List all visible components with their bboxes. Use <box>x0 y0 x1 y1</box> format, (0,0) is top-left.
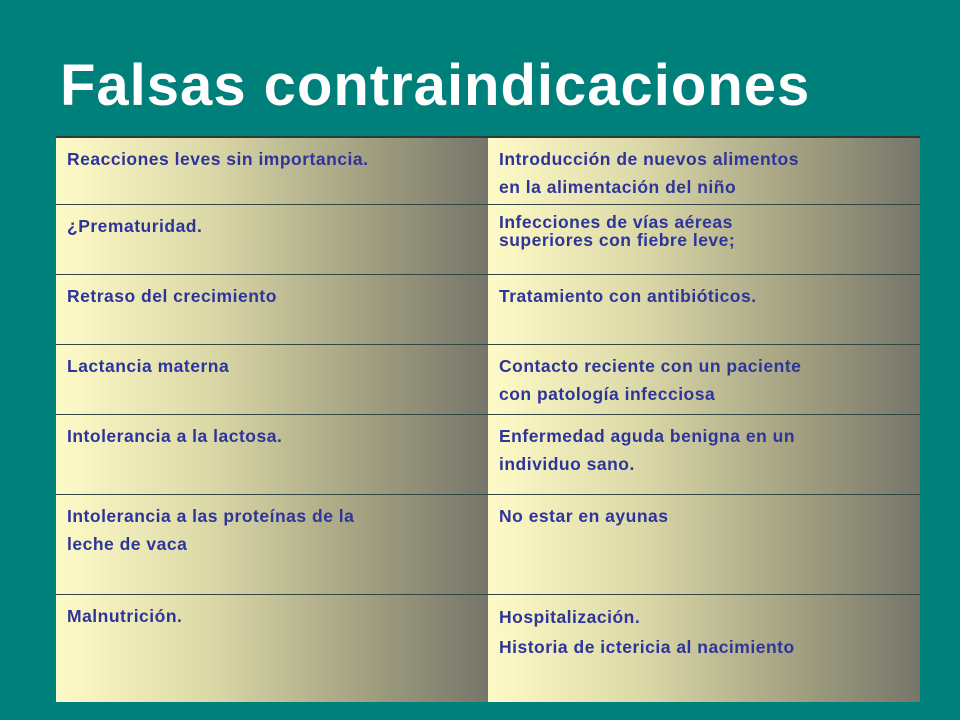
cell-text: Intolerancia a las proteínas de la <box>67 506 355 526</box>
cell-text: en la alimentación del niño <box>499 177 737 197</box>
cell-text: Historia de ictericia al nacimiento <box>499 637 795 657</box>
table-cell-right <box>488 595 920 702</box>
cell-text: Malnutrición. <box>67 606 183 626</box>
cell-text: Infecciones de vías aéreas <box>499 212 733 232</box>
slide-title: Falsas contraindicaciones <box>60 53 811 118</box>
cell-text: ¿Prematuridad. <box>67 216 203 236</box>
table-cell-right <box>488 275 920 344</box>
cell-text: Retraso del crecimiento <box>67 286 277 306</box>
cell-text: Hospitalización. <box>499 607 641 627</box>
cell-text: individuo sano. <box>499 454 635 474</box>
cell-text: Enfermedad aguda benigna en un <box>499 426 796 446</box>
contraindications-table <box>56 136 920 700</box>
cell-text: Contacto reciente con un paciente <box>499 356 802 376</box>
table-cell-left <box>56 205 488 274</box>
table-row <box>56 594 920 702</box>
cell-text: Reacciones leves sin importancia. <box>67 149 369 169</box>
table-cell-right <box>488 138 920 204</box>
table-row <box>56 344 920 414</box>
cell-text: Tratamiento con antibióticos. <box>499 286 757 306</box>
table-cell-left <box>56 275 488 344</box>
table-row <box>56 494 920 594</box>
table-cell-left <box>56 595 488 702</box>
table-cell-left <box>56 495 488 594</box>
cell-text: No estar en ayunas <box>499 506 669 526</box>
table-cell-right <box>488 345 920 414</box>
table-row <box>56 204 920 274</box>
table-row <box>56 138 920 204</box>
table-cell-left <box>56 345 488 414</box>
cell-text: Intolerancia a la lactosa. <box>67 426 283 446</box>
table-row <box>56 414 920 494</box>
cell-text: leche de vaca <box>67 534 188 554</box>
cell-text: superiores con fiebre leve; <box>499 230 736 250</box>
table-cell-left <box>56 415 488 494</box>
cell-text: con patología infecciosa <box>499 384 716 404</box>
cell-text: Introducción de nuevos alimentos <box>499 149 799 169</box>
table-cell-right <box>488 415 920 494</box>
table-row <box>56 274 920 344</box>
table-cell-left <box>56 138 488 204</box>
table-cell-right <box>488 205 920 274</box>
table-cell-right <box>488 495 920 594</box>
cell-text: Lactancia materna <box>67 356 230 376</box>
